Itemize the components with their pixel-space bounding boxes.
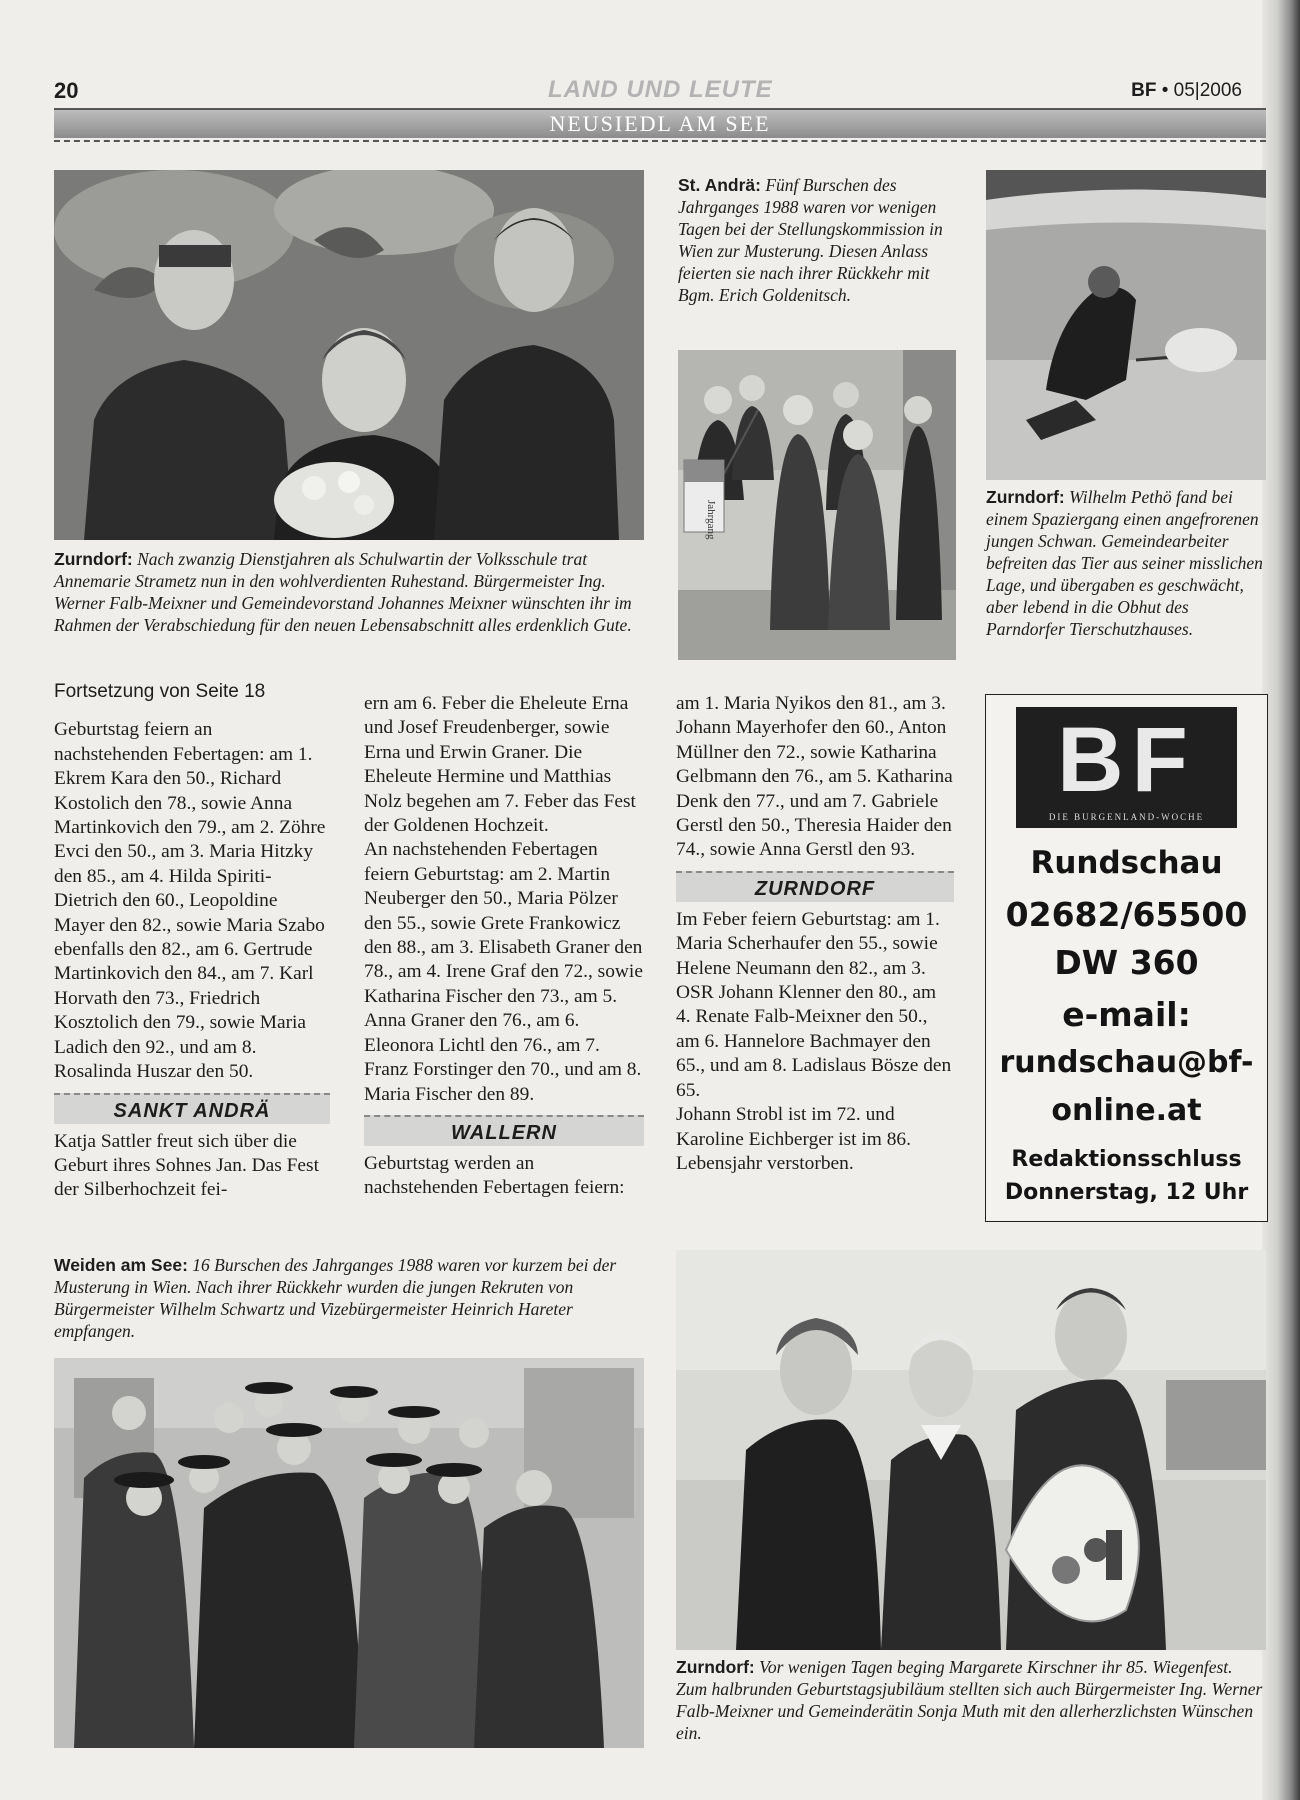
bf-logo-letters: BF bbox=[1057, 709, 1196, 811]
caption-text: 16 Burschen des Jahrganges 1988 waren vor kurzem bei der Musterung in Wien. Nach ihrer Rückkehr wurden die jungen Rekruten von Bürgermeister Wilhelm Schwartz und Vizebürgermeister Heinrich Hareter empfangen. bbox=[54, 1255, 617, 1341]
ad-email-label: e-mail: bbox=[1062, 995, 1191, 1034]
bullet-separator: • bbox=[1161, 80, 1174, 101]
article-paragraph: Johann Strobl ist im 72. und Karoline Eichberger ist im 86. Lebensjahr verstorben. bbox=[676, 1104, 911, 1174]
section-title: LAND UND LEUTE bbox=[548, 76, 773, 103]
subhead-sankt-andrae: SANKT ANDRÄ bbox=[54, 1093, 330, 1124]
article-column-3 bbox=[676, 692, 954, 1176]
photo-swan bbox=[986, 170, 1266, 480]
photo-swan-image bbox=[986, 170, 1266, 480]
caption-text: Vor wenigen Tagen beging Margarete Kirschner ihr 85. Wiegenfest. Zum halbrunden Geburtstagsjubiläum stellten sich auch Bürgermeister Ing. Werner Falb-Meixner und Gemeinderätin Sonja Muth mit den allerherzlichsten Wünschen ein. bbox=[676, 1657, 1263, 1743]
caption-swan bbox=[986, 486, 1268, 640]
caption-weiden bbox=[54, 1254, 644, 1342]
caption-place: Weiden am See: bbox=[54, 1255, 188, 1275]
ad-extension: DW 360 bbox=[1054, 943, 1199, 982]
caption-place: St. Andrä: bbox=[678, 175, 761, 195]
caption-birthday bbox=[676, 1656, 1268, 1744]
bf-logo-tagline: DIE BURGENLAND-WOCHE bbox=[1048, 812, 1205, 822]
bf-logo bbox=[1016, 707, 1237, 828]
caption-place: Zurndorf: bbox=[986, 487, 1065, 507]
ad-title: Rundschau bbox=[1030, 845, 1223, 881]
publication-name: BF bbox=[1131, 80, 1157, 101]
article-column-2 bbox=[364, 692, 644, 1201]
rundschau-ad bbox=[985, 694, 1268, 1222]
caption-place: Zurndorf: bbox=[676, 1657, 755, 1677]
continuation-note: Fortsetzung von Seite 18 bbox=[54, 681, 266, 702]
article-paragraph: ern am 6. Feber die Eheleute Erna und Josef Freudenberger, sowie Erna und Erwin Graner. Die Eheleute Hermine und Matthias Nolz begehen am 7. Feber das Fest der Goldenen Hochzeit. bbox=[364, 693, 636, 837]
article-paragraph: Geburtstag feiern an nachstehenden Febertagen: am 1. Ekrem Kara den 50., Richard Kostolich den 78., sowie Anna Martinkovich den 79., am 2. Zöhre Evci den 50., am 3. Maria Hitzky den 85., am 4. Hilda Spiriti-Dietrich den 60., Leopoldine Mayer den 82., sowie Maria Szabo ebenfalls den 82., am 6. Gertrude Martinkovich den 84., am 7. Karl Horvath den 73., Friedrich Kosztolich den 79., sowie Maria Ladich den 92., und am 8. Rosalinda Huszar den 50. bbox=[54, 719, 326, 1083]
caption-text: Nach zwanzig Dienstjahren als Schulwartin der Volksschule trat Annemarie Strametz nun in den wohlverdienten Ruhestand. Bürgermeister Ing. Werner Falb-Meixner und Gemeindevorstand Johannes Meixner wünschten ihr im Rahmen der Verabschiedung für den neuen Lebensabschnitt alles erdenklich Gute. bbox=[54, 549, 632, 635]
ad-email-line-2: online.at bbox=[1051, 1093, 1202, 1128]
caption-st-andrae bbox=[678, 174, 958, 306]
caption-place: Zurndorf: bbox=[54, 549, 133, 569]
caption-text: Wilhelm Pethö fand bei einem Spaziergang einen angefrorenen jungen Schwan. Gemeindearbeiter befreiten das Tier aus seiner misslichen Lage, und übergaben es geschwächt, aber lebend in die Obhut des Parndorfer Tierschutzhauses. bbox=[986, 487, 1263, 639]
publication-info bbox=[1131, 80, 1242, 102]
photo-retirement bbox=[54, 170, 644, 540]
article-column-1 bbox=[54, 680, 330, 1203]
article-paragraph: am 1. Maria Nyikos den 81., am 3. Johann Mayerhofer den 60., Anton Müllner den 72., sowie Katharina Gelbmann den 76., am 5. Katharina Denk den 77., und am 7. Gabriele Gerstl den 50., Theresia Haider den 74., sowie Anna Gerstl den 93. bbox=[676, 693, 953, 861]
ad-deadline-label: Redaktionsschluss bbox=[1011, 1147, 1242, 1172]
flag-text: Jahrgang bbox=[705, 500, 717, 540]
article-paragraph: Katja Sattler freut sich über die Geburt ihres Sohnes Jan. Das Fest der Silberhochzeit fei- bbox=[54, 1130, 319, 1201]
subhead-zurndorf: ZURNDORF bbox=[676, 871, 954, 902]
article-paragraph: Im Feber feiern Geburtstag: am 1. Maria Scherhaufer den 55., sowie Helene Neumann den 82., am 3. OSR Johann Klenner den 80., am 4. Renate Falb-Meixner den 50., am 6. Hannelore Bachmayer den 65., und am 8. Ladislaus Bösze den 65. bbox=[676, 908, 952, 1101]
subhead-wallern: WALLERN bbox=[364, 1115, 644, 1146]
issue-number: 05|2006 bbox=[1173, 80, 1242, 101]
article-paragraph: Geburtstag werden an nachstehenden Febertagen feiern: bbox=[364, 1152, 625, 1199]
photo-birthday bbox=[676, 1250, 1266, 1650]
ad-deadline-time: Donnerstag, 12 Uhr bbox=[1004, 1180, 1249, 1205]
photo-weiden-image bbox=[54, 1358, 644, 1748]
photo-st-andrae-image bbox=[678, 350, 956, 660]
ad-phone: 02682/65500 bbox=[1005, 895, 1248, 934]
ad-email-line-1: rundschau@bf- bbox=[999, 1045, 1254, 1080]
region-banner bbox=[54, 108, 1266, 138]
page-number: 20 bbox=[54, 78, 79, 103]
region-banner-title: NEUSIEDL AM SEE bbox=[549, 111, 771, 136]
photo-weiden bbox=[54, 1358, 644, 1748]
photo-retirement-image bbox=[54, 170, 644, 540]
header-divider bbox=[54, 140, 1266, 142]
caption-text: Fünf Burschen des Jahrganges 1988 waren vor wenigen Tagen bei der Stellungskommission in Wien zur Musterung. Diesen Anlass feierten sie nach ihrer Rückkehr mit Bgm. Erich Goldenitsch. bbox=[678, 175, 943, 305]
article-paragraph: An nachstehenden Febertagen feiern Geburtstag: am 2. Martin Neuberger den 50., Maria Pölzer den 55., sowie Grete Frankowicz den 88., am 3. Elisabeth Graner den 78., am 4. Irene Graf den 72., sowie Katharina Fischer den 73., am 5. Anna Graner den 76., am 6. Eleonora Lichtl den 76., am 7. Franz Forstinger den 70., und am 8. Maria Fischer den 89. bbox=[364, 839, 643, 1105]
caption-retirement bbox=[54, 548, 644, 636]
photo-st-andrae bbox=[678, 350, 956, 660]
photo-birthday-image bbox=[676, 1250, 1266, 1650]
